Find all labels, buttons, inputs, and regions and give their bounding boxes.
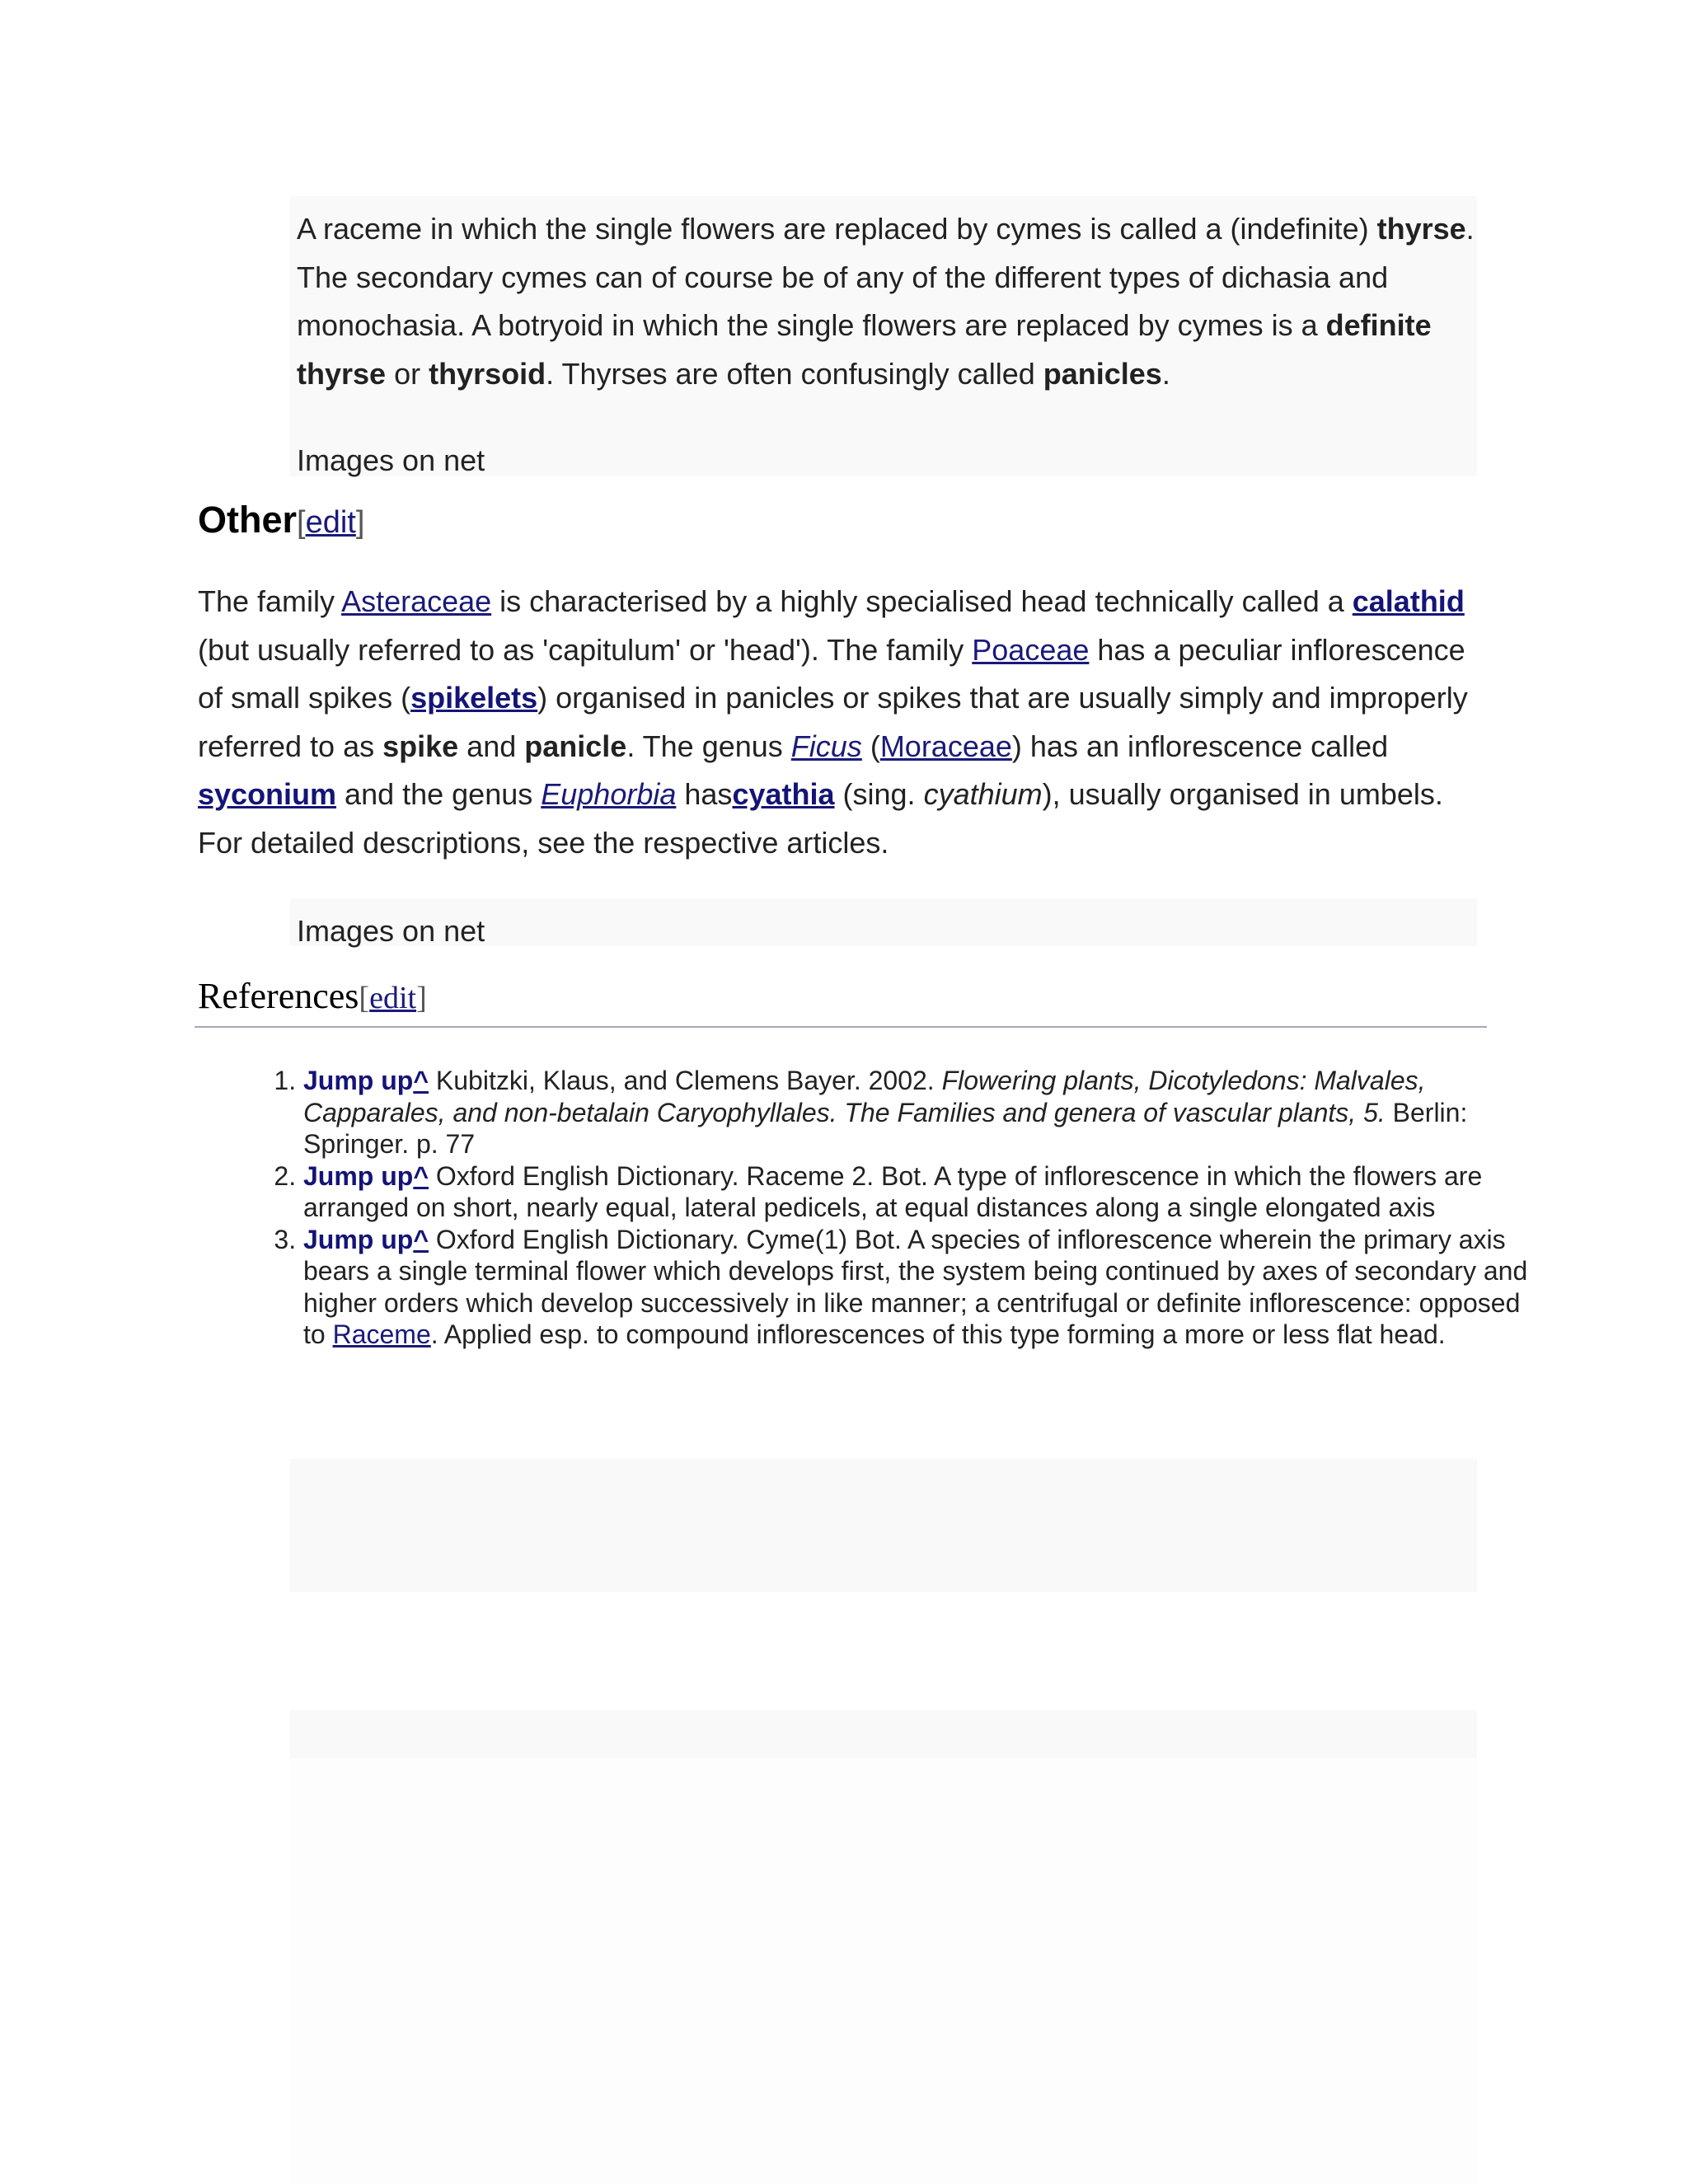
empty-box-1 <box>290 1459 1477 1592</box>
bracket-close: ] <box>355 505 365 540</box>
images-on-net-1: Images on net <box>297 443 485 477</box>
thyrse-paragraph: A raceme in which the single flowers are replaced by cymes is called a (indefinite) thyrse. The secondary cymes can of course be of any of the different types of dichasia and monochasia. A botryoid in which the single flowers are replaced by cymes is a definite thyrse or thyrsoid. Thyrses are often confusingly called panicles. <box>297 212 1475 391</box>
link-spikelets[interactable]: spikelets <box>410 681 538 715</box>
link-calathid[interactable]: calathid <box>1352 584 1465 618</box>
images-on-net-2: Images on net <box>297 914 485 948</box>
other-heading <box>198 499 1500 541</box>
reference-item: 3. Jump up^ Oxford English Dictionary. Cyme(1) Bot. A species of inflorescence wherein the primary axis bears a single terminal flower which develops first, the system being continued by axes of secondary and higher orders which develop successively in like manner; a centrifugal or definite inflorescence: opposed to Raceme. Applied esp. to compound inflorescences of this type forming a more or less flat head. <box>303 1224 1540 1351</box>
link-raceme[interactable]: Raceme <box>332 1319 431 1349</box>
empty-box-2 <box>290 1710 1477 1758</box>
other-paragraph: The family Asteraceae is characterised by a highly specialised head technically called a calathid (but usually referred to as 'capitulum' or 'head'). The family Poaceae has a peculiar inflorescence of small spikes (spikelets) organised in panicles or spikes that are usually simply and improperly referred to as spike and panicle. The genus Ficus (Moraceae) has an inflorescence called syconium and the genus Euphorbia hascyathia (sing. cyathium), usually organised in umbels. For detailed descriptions, see the respective articles. <box>198 584 1468 860</box>
link-moraceae[interactable]: Moraceae <box>879 729 1012 763</box>
reference-item: 1. Jump up^ Kubitzki, Klaus, and Clemens Bayer. 2002. Flowering plants, Dicotyledons: Malvales, Capparales, and non-betalain Caryophyllales. The Families and genera of vascular plants, 5. Berlin: Springer. p. 77 <box>303 1065 1540 1160</box>
jump-up-link[interactable]: ^ <box>413 1066 429 1095</box>
jump-up-link[interactable]: ^ <box>413 1224 429 1254</box>
bracket-open: [ <box>297 505 306 540</box>
jump-up-label: Jump up <box>303 1066 414 1095</box>
link-poaceae[interactable]: Poaceae <box>972 632 1090 667</box>
faint-column <box>290 1758 1477 2184</box>
jump-up-link[interactable]: ^ <box>413 1160 429 1191</box>
reference-item: 2. Jump up^ Oxford English Dictionary. Raceme 2. Bot. A type of inflorescence in which the flowers are arranged on short, nearly equal, lateral pedicels, at equal distances along a single elongated axis <box>303 1160 1540 1224</box>
link-euphorbia[interactable]: Euphorbia <box>541 777 677 811</box>
other-heading-title: Other <box>198 499 298 541</box>
link-ficus[interactable]: Ficus <box>790 729 862 763</box>
bracket-open: [ <box>359 981 370 1015</box>
references-edit-link[interactable]: edit <box>369 981 417 1015</box>
other-paragraph-block <box>198 578 1484 867</box>
references-heading-title: References <box>198 976 359 1016</box>
link-syconium[interactable]: syconium <box>198 777 337 811</box>
references-heading <box>198 975 1500 1017</box>
jump-up-label: Jump up <box>303 1224 414 1254</box>
other-edit-link[interactable]: edit <box>305 505 356 540</box>
bracket-close: ] <box>416 981 427 1015</box>
thyrse-paragraph-block <box>297 205 1484 398</box>
references-list <box>251 1065 1540 1351</box>
link-asteraceae[interactable]: Asteraceae <box>341 584 492 618</box>
heading-divider <box>195 1026 1487 1028</box>
jump-up-label: Jump up <box>303 1160 414 1191</box>
link-cyathia[interactable]: cyathia <box>732 777 835 811</box>
